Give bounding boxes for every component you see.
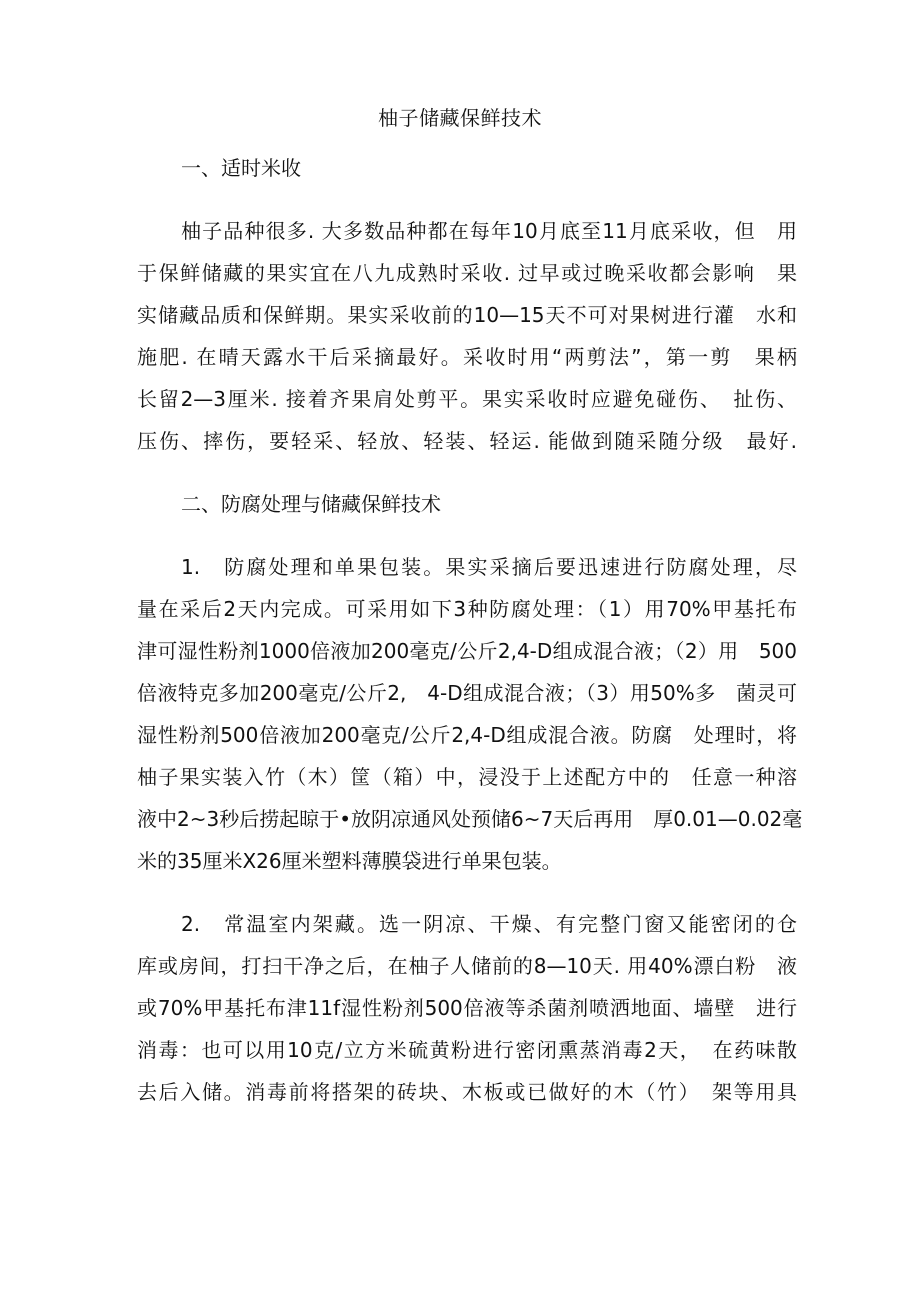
paragraph-line: 库或房间，打扫干净之后，在柚子人储前的8—10天. 用40%漂白粉 液 xyxy=(137,954,797,978)
paragraph-line: 或70%甲基托布津11f湿性粉剂500倍液等杀菌剂喷洒地面、墙壁 进行 xyxy=(137,996,797,1020)
paragraph-line: 米的35厘米X26厘米塑料薄膜袋进行单果包装。 xyxy=(137,849,562,873)
paragraph-line: 1. 防腐处理和单果包装。果实采摘后要迅速进行防腐处理，尽 xyxy=(181,555,797,579)
document-body xyxy=(137,147,803,1113)
paragraph-line: 去后入储。消毒前将搭架的砖块、木板或已做好的木（竹） 架等用具 xyxy=(137,1080,797,1104)
document-title: 柚子储藏保鲜技术 xyxy=(378,106,542,130)
paragraph-line: 柚子果实装入竹（木）筐（箱）中，浸没于上述配方中的 任意一种溶 xyxy=(137,765,797,789)
paragraph-line: 柚子品种很多. 大多数品种都在每年10月底至11月底采收，但 用 xyxy=(181,219,797,243)
paragraph-line: 2. 常温室内架藏。选一阴凉、干燥、有完整门窗又能密闭的仓 xyxy=(181,912,797,936)
paragraph-line: 压伤、摔伤，要轻采、轻放、轻装、轻运. 能做到随采随分级 最好. xyxy=(137,429,797,453)
paragraph-line: 长留2—3厘米. 接着齐果肩处剪平。果实采收时应避免碰伤、 扯伤、 xyxy=(137,387,797,411)
paragraph-line: 于保鲜储藏的果实宜在八九成熟时采收. 过早或过晚采收都会影响 果 xyxy=(137,261,797,285)
section-1-heading: 一、适时米收 xyxy=(181,156,301,180)
paragraph-line: 实储藏品质和保鲜期。果实采收前的10—15天不可对果树进行灌 水和 xyxy=(137,303,797,327)
section-2-item-2-paragraph xyxy=(137,903,797,1113)
paragraph-line: 液中2~3秒后捞起晾于•放阴凉通风处预储6~7天后再用 厚0.01—0.02毫 xyxy=(137,807,803,831)
paragraph-line: 倍液特克多加200毫克/公斤2, 4-D组成混合液；（3）用50%多 菌灵可 xyxy=(137,681,797,705)
paragraph-line: 津可湿性粉剂1000倍液加200毫克/公斤2,4-D组成混合液；（2）用 500 xyxy=(137,639,797,663)
paragraph-line: 消毒：也可以用10克/立方米硫黄粉进行密闭熏蒸消毒2天， 在药味散 xyxy=(137,1038,797,1062)
paragraph-line: 量在采后2天内完成。可采用如下3种防腐处理：（1）用70%甲基托布 xyxy=(137,597,797,621)
paragraph-line: 湿性粉剂500倍液加200毫克/公斤2,4-D组成混合液。防腐 处理时，将 xyxy=(137,723,797,747)
paragraph-line: 施肥. 在晴天露水干后采摘最好。采收时用“两剪法”，第一剪 果柄 xyxy=(137,345,797,369)
section-2-heading: 二、防腐处理与储藏保鲜技术 xyxy=(181,492,441,516)
section-1-paragraph xyxy=(137,210,797,462)
section-2-item-1-paragraph xyxy=(137,546,803,882)
